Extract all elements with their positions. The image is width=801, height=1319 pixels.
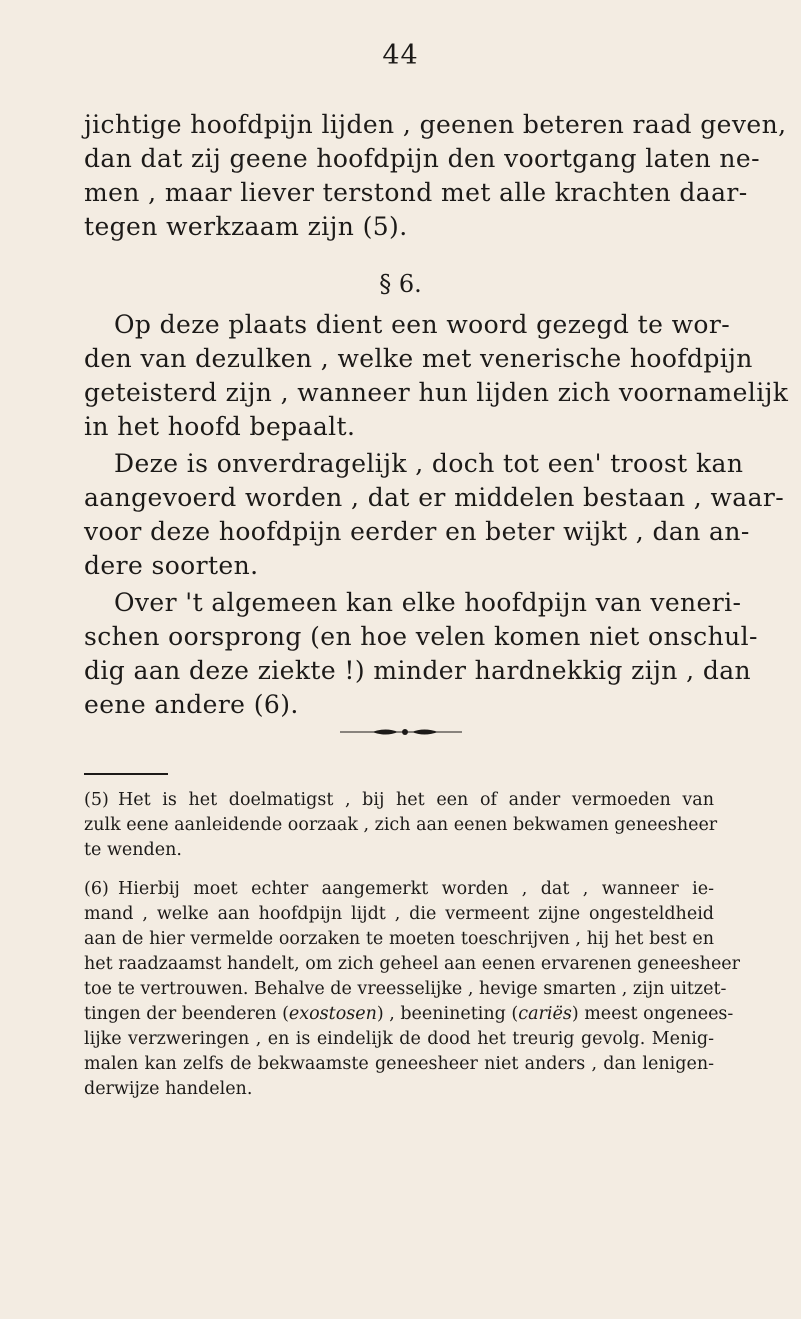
footnote-line: mand , welke aan hoofdpijn lijdt , die vermeent zijne ongesteldheid [84, 904, 714, 924]
text-line: jichtige hoofdpijn lijden , geenen beteren raad geven, [84, 110, 787, 139]
footnote-line: toe te vertrouwen. Behalve de vreesselijke , hevige smarten , zijn uitzet- [84, 979, 727, 999]
text-line: Deze is onverdragelijk , doch tot een' troost kan [114, 449, 744, 478]
footnote-line: het raadzaamst handelt, om zich geheel aan eenen ervarenen geneesheer [84, 954, 741, 974]
footnote-line: derwijze handelen. [84, 1079, 253, 1099]
footnote-mark: (6) [84, 879, 109, 899]
text-line: men , maar liever terstond met alle krachten daar- [84, 178, 748, 207]
footnote-mark: (5) [84, 790, 109, 810]
text-line: geteisterd zijn , wanneer hun lijden zich voornamelijk [84, 378, 789, 407]
text-line: dig aan deze ziekte !) minder hardnekkig zijn , dan [84, 656, 752, 685]
footnote-line: te wenden. [84, 840, 182, 860]
text-line: Over 't algemeen kan elke hoofdpijn van veneri- [114, 588, 742, 617]
footnote-text: ) meest ongenees- [571, 1004, 734, 1024]
text-line: den van dezulken , welke met venerische hoofdpijn [84, 344, 753, 373]
footnote-term: exostosen [288, 1004, 377, 1024]
section-heading: § 6. [379, 270, 422, 298]
text-line: voor deze hoofdpijn eerder en beter wijkt , dan an- [84, 517, 750, 546]
text-line: dere soorten. [84, 551, 259, 580]
text-line: Op deze plaats dient een woord gezegd te wor- [114, 310, 731, 339]
footnote-text: ) , beenineting ( [376, 1004, 519, 1024]
text-line: aangevoerd worden , dat er middelen bestaan , waar- [84, 483, 785, 512]
ornament-divider [0, 726, 801, 738]
footnote-text: Het is het doelmatigst , bij het een of ander vermoeden van [118, 790, 714, 810]
text-line: eene andere (6). [84, 690, 299, 719]
footnote-line: zulk eene aanleidende oorzaak , zich aan eenen bekwamen geneesheer [84, 815, 718, 835]
footnote-line: malen kan zelfs de bekwaamste geneesheer niet anders , dan lenigen- [84, 1054, 714, 1074]
text-line: schen oorsprong (en hoe velen komen niet onschul- [84, 622, 758, 651]
footnote-text: Hierbij moet echter aangemerkt worden , dat , wanneer ie- [118, 879, 714, 899]
text-line: in het hoofd bepaalt. [84, 412, 356, 441]
footnote-line: aan de hier vermelde oorzaken te moeten toeschrijven , hij het best en [84, 929, 714, 949]
footnote-line [84, 788, 714, 812]
footnote-line [84, 877, 714, 901]
text-line: dan dat zij geene hoofdpijn den voortgang laten ne- [84, 144, 760, 173]
footnote-line: lijke verzweringen , en is eindelijk de dood het treurig gevolg. Menig- [84, 1029, 714, 1049]
footnote-rule [84, 773, 168, 775]
footnote-line [84, 1002, 734, 1026]
text-line: tegen werkzaam zijn (5). [84, 212, 408, 241]
footnote-term: cariës [518, 1004, 572, 1024]
footnote-text: tingen der beenderen ( [84, 1004, 289, 1024]
page-number: 44 [382, 40, 419, 71]
